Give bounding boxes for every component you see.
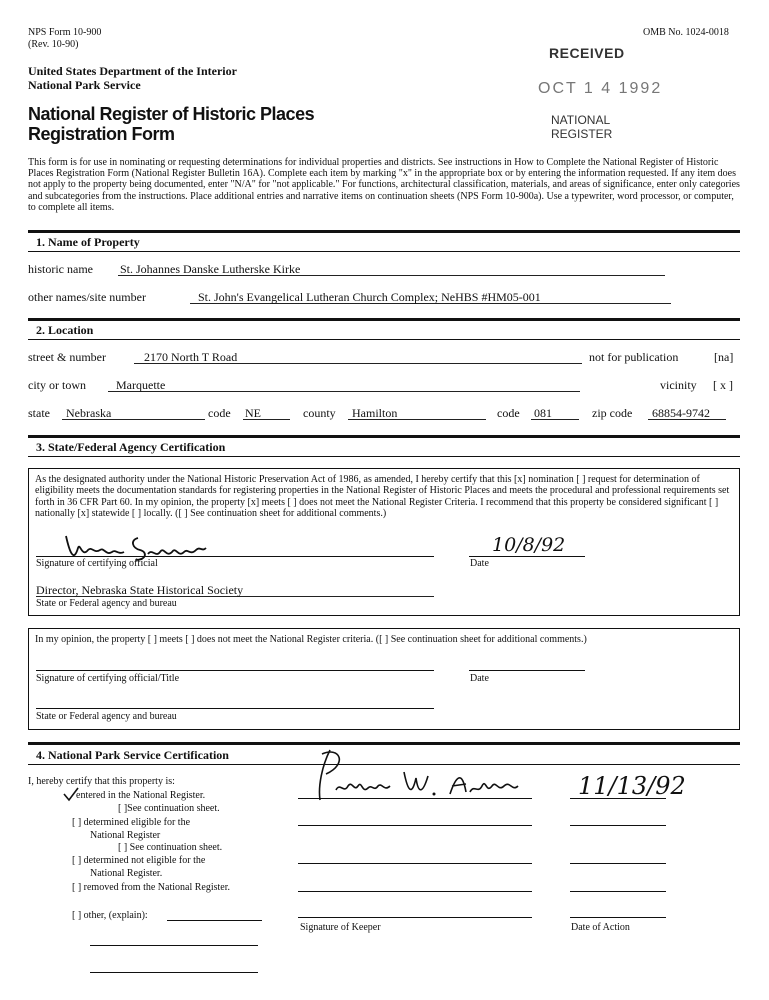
- action-line-1[interactable]: [570, 798, 666, 799]
- section1-top-rule: [28, 230, 740, 233]
- section2-top-rule: [28, 318, 740, 321]
- nps-intro: I, hereby certify that this property is:: [28, 776, 175, 787]
- zip-field[interactable]: 68854-9742: [648, 406, 726, 420]
- state-field[interactable]: Nebraska: [62, 406, 205, 420]
- intro-instructions: This form is for use in nominating or requesting determinations for individual properties and districts. See instructions in How to Complete the National Register of Historic Places Registration Form (National Register Bulletin 16A). Complete each item by marking "x" in the appropriate box or by entering the information requested. If any item does not apply to the property being documented, enter "N/A" for "not applicable." For functions, architectural classification, materials, and areas of significance, enter only categories and subcategories from the instructions. Place additional entries and narrative items on continuation sheets (NPS Form 10-900a). Use a typewriter, word processor, or computer, to complete all items.: [28, 157, 740, 213]
- not-eligible-option-cont: National Register.: [90, 868, 163, 879]
- keeper-line-3[interactable]: [298, 863, 532, 864]
- section1-bottom-rule: [28, 251, 740, 252]
- street-field[interactable]: 2170 North T Road: [134, 350, 582, 364]
- signature2-label: Signature of certifying official/Title: [36, 673, 180, 684]
- other-explain-line-3[interactable]: [90, 972, 258, 973]
- city-label: city or town: [28, 378, 86, 392]
- checkmark-icon: [62, 786, 80, 802]
- signed-date-handwritten: 10/8/92: [492, 534, 566, 556]
- action-line-4[interactable]: [570, 891, 666, 892]
- county-field[interactable]: Hamilton: [348, 406, 486, 420]
- section3-heading: 3. State/Federal Agency Certification: [36, 440, 226, 454]
- form-revision: (Rev. 10-90): [28, 39, 79, 50]
- other-names-field[interactable]: St. John's Evangelical Lutheran Church Complex; NeHBS #HM05-001: [190, 290, 671, 304]
- county-code-label: code: [497, 406, 520, 420]
- eligible-continuation-option[interactable]: [ ] See continuation sheet.: [118, 842, 223, 853]
- other-explain-line-1[interactable]: [167, 920, 262, 921]
- stamp-national: NATIONAL: [551, 113, 611, 127]
- street-label: street & number: [28, 350, 106, 364]
- entered-continuation-option[interactable]: [ ]See continuation sheet.: [118, 803, 220, 814]
- keeper-signature: [300, 746, 540, 806]
- form-title-line2: Registration Form: [28, 124, 175, 144]
- state-label: state: [28, 406, 50, 420]
- section3-bottom-rule: [28, 456, 740, 457]
- vicinity-label: vicinity: [660, 378, 697, 392]
- historic-name-label: historic name: [28, 262, 93, 276]
- service-name: National Park Service: [28, 78, 141, 92]
- vicinity-checkbox[interactable]: [ x ]: [713, 378, 733, 392]
- date-label: Date: [470, 558, 489, 569]
- keeper-line-5[interactable]: [298, 917, 532, 918]
- omb-number: OMB No. 1024-0018: [643, 27, 729, 38]
- agency-label: State or Federal agency and bureau: [36, 598, 177, 609]
- opinion-text: In my opinion, the property [ ] meets [ ] does not meet the National Register criteria. ([ ] See continuation sheet for additional comments.): [35, 634, 587, 645]
- section2-heading: 2. Location: [36, 323, 94, 337]
- section4-top-rule: [28, 742, 740, 745]
- signature2-line[interactable]: [36, 670, 434, 671]
- section2-bottom-rule: [28, 339, 740, 340]
- agency2-label: State or Federal agency and bureau: [36, 711, 177, 722]
- keeper-label: Signature of Keeper: [300, 922, 381, 933]
- zip-label: zip code: [592, 406, 633, 420]
- received-stamp-date: OCT 1 4 1992: [538, 80, 663, 97]
- historic-name-field[interactable]: St. Johannes Danske Lutherske Kirke: [118, 262, 665, 276]
- date-line[interactable]: [469, 556, 585, 557]
- keeper-line-4[interactable]: [298, 891, 532, 892]
- other-explain-line-2[interactable]: [90, 945, 258, 946]
- city-field[interactable]: Marquette: [108, 378, 580, 392]
- not-for-publication-value[interactable]: [na]: [714, 350, 734, 364]
- agency2-line[interactable]: [36, 708, 434, 709]
- section1-heading: 1. Name of Property: [36, 235, 140, 249]
- state-code-field[interactable]: NE: [243, 406, 290, 420]
- signature-label: Signature of certifying official: [36, 558, 158, 569]
- form-number: NPS Form 10-900: [28, 27, 102, 38]
- state-code-label: code: [208, 406, 231, 420]
- other-option[interactable]: [ ] other, (explain):: [72, 910, 148, 921]
- form-title-line1: National Register of Historic Places: [28, 104, 315, 124]
- removed-option[interactable]: [ ] removed from the National Register.: [72, 882, 231, 893]
- entered-in-register-option[interactable]: entered in the National Register.: [76, 790, 206, 801]
- signature-line[interactable]: [36, 556, 434, 557]
- action-date-handwritten: 11/13/92: [578, 772, 686, 800]
- other-names-label: other names/site number: [28, 290, 146, 304]
- not-for-publication-label: not for publication: [589, 350, 679, 364]
- action-line-3[interactable]: [570, 863, 666, 864]
- department-name: United States Department of the Interior: [28, 64, 237, 78]
- not-eligible-option[interactable]: [ ] determined not eligible for the: [72, 855, 206, 866]
- eligible-option[interactable]: [ ] determined eligible for the: [72, 817, 191, 828]
- county-label: county: [303, 406, 336, 420]
- agency-certification-text: As the designated authority under the National Historic Preservation Act of 1986, as amended, I hereby certify that this [x] nomination [ ] request for determination of eligibility meets the documentation standards for registering properties in the National Register of Historic Places and meets the procedural and professional requirements set forth in 36 CFR Part 60. In my opinion, the property [x] meets [ ] does not meet the National Register Criteria. I recommend that this property be considered significant [ ] nationally [x] statewide [ ] locally. ([ ] See continuation sheet for additional comments.): [35, 474, 730, 519]
- stamp-register: REGISTER: [551, 127, 613, 141]
- action-line-5[interactable]: [570, 917, 666, 918]
- received-stamp: RECEIVED: [549, 45, 625, 61]
- action-line-2[interactable]: [570, 825, 666, 826]
- date2-label: Date: [470, 673, 489, 684]
- county-code-field[interactable]: 081: [531, 406, 579, 420]
- section3-top-rule: [28, 435, 740, 438]
- action-date-label: Date of Action: [571, 922, 630, 933]
- date2-line[interactable]: [469, 670, 585, 671]
- keeper-line-2[interactable]: [298, 825, 532, 826]
- eligible-option-cont: National Register: [90, 830, 161, 841]
- keeper-line-1[interactable]: [298, 798, 532, 799]
- agency-field[interactable]: Director, Nebraska State Historical Society: [36, 583, 434, 597]
- section4-heading: 4. National Park Service Certification: [36, 748, 229, 762]
